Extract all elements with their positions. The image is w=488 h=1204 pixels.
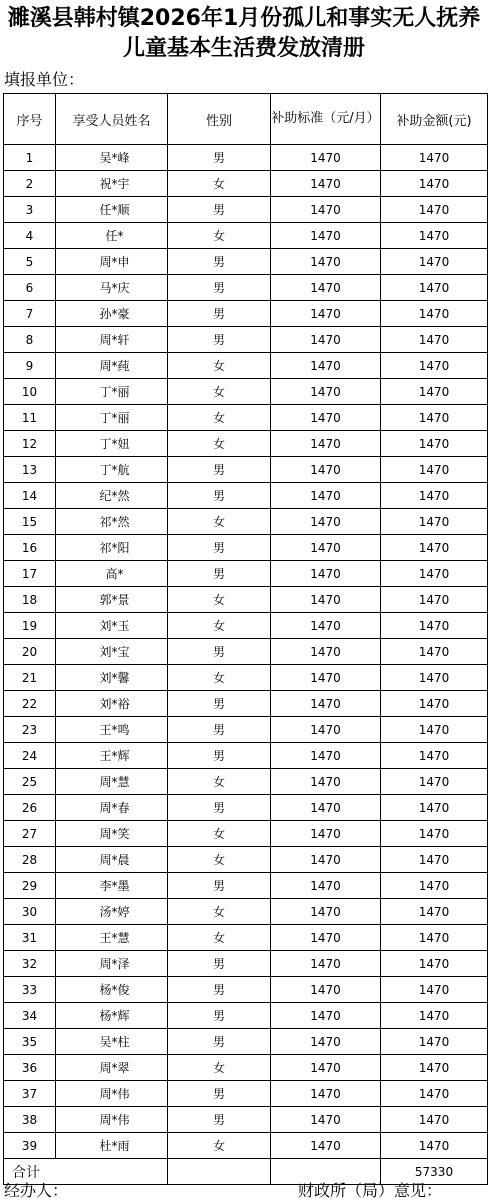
recipient-name-cell: 任* xyxy=(56,223,168,249)
gender-cell: 女 xyxy=(168,847,271,873)
table-row xyxy=(4,613,488,639)
recipient-name-cell: 王*鸣 xyxy=(56,717,168,743)
subsidy-amount-cell: 1470 xyxy=(381,977,488,1003)
subsidy-amount-cell: 1470 xyxy=(381,327,488,353)
gender-cell: 男 xyxy=(168,327,271,353)
gender-cell: 男 xyxy=(168,301,271,327)
recipient-name-cell: 周*春 xyxy=(56,795,168,821)
subsidy-standard-cell: 1470 xyxy=(271,899,381,925)
gender-cell: 男 xyxy=(168,691,271,717)
gender-cell: 男 xyxy=(168,145,271,171)
serial-no-cell: 30 xyxy=(4,899,56,925)
serial-no-cell: 11 xyxy=(4,405,56,431)
subsidy-standard-cell: 1470 xyxy=(271,665,381,691)
recipient-name-cell: 任*顺 xyxy=(56,197,168,223)
subsidy-amount-cell: 1470 xyxy=(381,535,488,561)
recipient-name-cell: 祁*然 xyxy=(56,509,168,535)
table-row xyxy=(4,327,488,353)
recipient-name-cell: 丁*丽 xyxy=(56,405,168,431)
recipient-name-cell: 刘*裕 xyxy=(56,691,168,717)
subsidy-standard-cell: 1470 xyxy=(271,353,381,379)
gender-cell: 女 xyxy=(168,509,271,535)
subsidy-amount-cell: 1470 xyxy=(381,1029,488,1055)
gender-cell: 男 xyxy=(168,639,271,665)
subsidy-standard-cell: 1470 xyxy=(271,873,381,899)
recipient-name-cell: 孙*豪 xyxy=(56,301,168,327)
recipient-name-cell: 周*笑 xyxy=(56,821,168,847)
serial-no-cell: 9 xyxy=(4,353,56,379)
serial-no-cell: 6 xyxy=(4,275,56,301)
subsidy-amount-cell: 1470 xyxy=(381,873,488,899)
table-row xyxy=(4,405,488,431)
subsidy-amount-cell: 1470 xyxy=(381,249,488,275)
subsidy-standard-cell: 1470 xyxy=(271,717,381,743)
subsidy-amount-cell: 1470 xyxy=(381,925,488,951)
table-header-row xyxy=(4,94,488,145)
serial-no-cell: 29 xyxy=(4,873,56,899)
subsidy-amount-cell: 1470 xyxy=(381,483,488,509)
serial-no-cell: 10 xyxy=(4,379,56,405)
table-row xyxy=(4,509,488,535)
gender-cell: 男 xyxy=(168,743,271,769)
serial-no-cell: 8 xyxy=(4,327,56,353)
subsidy-standard-cell: 1470 xyxy=(271,249,381,275)
subsidy-standard-cell: 1470 xyxy=(271,1081,381,1107)
gender-cell: 女 xyxy=(168,587,271,613)
subsidy-standard-cell: 1470 xyxy=(271,1133,381,1159)
recipient-name-cell: 杨*辉 xyxy=(56,1003,168,1029)
subsidy-standard-cell: 1470 xyxy=(271,197,381,223)
subsidy-amount-cell: 1470 xyxy=(381,587,488,613)
subsidy-standard-cell: 1470 xyxy=(271,1055,381,1081)
serial-no-cell: 27 xyxy=(4,821,56,847)
recipient-name-cell: 周*莼 xyxy=(56,353,168,379)
gender-cell: 男 xyxy=(168,1029,271,1055)
subsidy-amount-cell: 1470 xyxy=(381,145,488,171)
table-row xyxy=(4,301,488,327)
gender-cell: 女 xyxy=(168,821,271,847)
subsidy-amount-cell: 1470 xyxy=(381,1055,488,1081)
table-row xyxy=(4,483,488,509)
gender-cell: 女 xyxy=(168,613,271,639)
gender-cell: 女 xyxy=(168,353,271,379)
table-row xyxy=(4,353,488,379)
subsidy-standard-cell: 1470 xyxy=(271,951,381,977)
gender-cell: 女 xyxy=(168,431,271,457)
gender-cell: 男 xyxy=(168,873,271,899)
recipient-name-cell: 周*申 xyxy=(56,249,168,275)
recipient-name-cell: 周*伟 xyxy=(56,1081,168,1107)
table-row xyxy=(4,1107,488,1133)
gender-cell: 女 xyxy=(168,665,271,691)
serial-no-cell: 22 xyxy=(4,691,56,717)
subsidy-amount-cell: 1470 xyxy=(381,197,488,223)
recipient-name-cell: 杜*雨 xyxy=(56,1133,168,1159)
subsidy-amount-cell: 1470 xyxy=(381,1081,488,1107)
gender-cell: 男 xyxy=(168,951,271,977)
subsidy-standard-cell: 1470 xyxy=(271,405,381,431)
recipient-name-cell: 马*庆 xyxy=(56,275,168,301)
subsidy-amount-cell: 1470 xyxy=(381,561,488,587)
document-title xyxy=(0,4,488,64)
recipient-name-cell: 丁*航 xyxy=(56,457,168,483)
table-row xyxy=(4,873,488,899)
serial-no-cell: 2 xyxy=(4,171,56,197)
subsidy-amount-cell: 1470 xyxy=(381,951,488,977)
table-row xyxy=(4,145,488,171)
subsidy-standard-cell: 1470 xyxy=(271,1029,381,1055)
recipient-name-cell: 丁*丽 xyxy=(56,379,168,405)
subsidy-standard-cell: 1470 xyxy=(271,769,381,795)
gender-cell: 男 xyxy=(168,795,271,821)
finance-opinion-label: 财政所（局）意见： xyxy=(298,1181,443,1200)
recipient-name-cell: 丁*妞 xyxy=(56,431,168,457)
table-body xyxy=(4,145,488,1159)
subsidy-amount-cell: 1470 xyxy=(381,457,488,483)
table-row xyxy=(4,223,488,249)
serial-no-cell: 39 xyxy=(4,1133,56,1159)
subsidy-amount-cell: 1470 xyxy=(381,431,488,457)
gender-cell: 男 xyxy=(168,1081,271,1107)
payment-roster-table xyxy=(3,93,488,1185)
subsidy-standard-cell: 1470 xyxy=(271,535,381,561)
subsidy-amount-cell: 1470 xyxy=(381,821,488,847)
subsidy-amount-cell: 1470 xyxy=(381,1003,488,1029)
table-row xyxy=(4,457,488,483)
title-line-1: 濉溪县韩村镇2026年1月份孤儿和事实无人抚养 xyxy=(7,6,481,31)
subsidy-amount-cell: 1470 xyxy=(381,795,488,821)
table-row xyxy=(4,665,488,691)
subsidy-amount-cell: 1470 xyxy=(381,1133,488,1159)
serial-no-cell: 7 xyxy=(4,301,56,327)
table-row xyxy=(4,379,488,405)
subsidy-standard-cell: 1470 xyxy=(271,847,381,873)
gender-cell: 女 xyxy=(168,1055,271,1081)
serial-no-cell: 3 xyxy=(4,197,56,223)
gender-cell: 男 xyxy=(168,977,271,1003)
total-label: 合计 xyxy=(4,1159,168,1185)
table-row xyxy=(4,847,488,873)
table-row xyxy=(4,431,488,457)
recipient-name-cell: 祝*宇 xyxy=(56,171,168,197)
recipient-name-cell: 祁*阳 xyxy=(56,535,168,561)
gender-cell: 女 xyxy=(168,899,271,925)
serial-no-cell: 33 xyxy=(4,977,56,1003)
recipient-name-cell: 周*晨 xyxy=(56,847,168,873)
table-row xyxy=(4,535,488,561)
recipient-name-cell: 纪*然 xyxy=(56,483,168,509)
recipient-name-cell: 杨*俊 xyxy=(56,977,168,1003)
table-row xyxy=(4,1055,488,1081)
serial-no-cell: 5 xyxy=(4,249,56,275)
recipient-name-cell: 郭*景 xyxy=(56,587,168,613)
subsidy-standard-cell: 1470 xyxy=(271,925,381,951)
subsidy-standard-cell: 1470 xyxy=(271,795,381,821)
gender-cell: 女 xyxy=(168,405,271,431)
total-amount: 57330 xyxy=(381,1159,488,1185)
serial-no-cell: 25 xyxy=(4,769,56,795)
table-row xyxy=(4,1081,488,1107)
subsidy-amount-cell: 1470 xyxy=(381,509,488,535)
subsidy-amount-cell: 1470 xyxy=(381,847,488,873)
serial-no-cell: 4 xyxy=(4,223,56,249)
serial-no-cell: 31 xyxy=(4,925,56,951)
table-row xyxy=(4,1003,488,1029)
serial-no-cell: 28 xyxy=(4,847,56,873)
subsidy-amount-cell: 1470 xyxy=(381,405,488,431)
table-row xyxy=(4,717,488,743)
recipient-name-cell: 刘*玉 xyxy=(56,613,168,639)
subsidy-standard-cell: 1470 xyxy=(271,431,381,457)
header-subsidy-amount: 补助金额(元) xyxy=(381,94,488,145)
table-row xyxy=(4,197,488,223)
table-row xyxy=(4,899,488,925)
header-subsidy-standard: 补助标准（元/月） xyxy=(271,94,381,145)
subsidy-amount-cell: 1470 xyxy=(381,379,488,405)
serial-no-cell: 16 xyxy=(4,535,56,561)
serial-no-cell: 20 xyxy=(4,639,56,665)
table-row xyxy=(4,977,488,1003)
gender-cell: 男 xyxy=(168,197,271,223)
handler-label: 经办人： xyxy=(4,1181,69,1200)
serial-no-cell: 18 xyxy=(4,587,56,613)
subsidy-standard-cell: 1470 xyxy=(271,171,381,197)
subsidy-amount-cell: 1470 xyxy=(381,301,488,327)
gender-cell: 男 xyxy=(168,535,271,561)
serial-no-cell: 1 xyxy=(4,145,56,171)
subsidy-amount-cell: 1470 xyxy=(381,613,488,639)
serial-no-cell: 21 xyxy=(4,665,56,691)
header-recipient-name: 享受人员姓名 xyxy=(56,94,168,145)
subsidy-amount-cell: 1470 xyxy=(381,665,488,691)
gender-cell: 男 xyxy=(168,457,271,483)
serial-no-cell: 26 xyxy=(4,795,56,821)
serial-no-cell: 32 xyxy=(4,951,56,977)
subsidy-standard-cell: 1470 xyxy=(271,379,381,405)
gender-cell: 女 xyxy=(168,171,271,197)
subsidy-standard-cell: 1470 xyxy=(271,613,381,639)
table-row xyxy=(4,821,488,847)
subsidy-standard-cell: 1470 xyxy=(271,1107,381,1133)
serial-no-cell: 14 xyxy=(4,483,56,509)
subsidy-amount-cell: 1470 xyxy=(381,171,488,197)
serial-no-cell: 37 xyxy=(4,1081,56,1107)
table-row xyxy=(4,275,488,301)
subsidy-amount-cell: 1470 xyxy=(381,639,488,665)
table-row xyxy=(4,249,488,275)
table-row xyxy=(4,1029,488,1055)
table-row xyxy=(4,587,488,613)
serial-no-cell: 34 xyxy=(4,1003,56,1029)
table-row xyxy=(4,795,488,821)
recipient-name-cell: 周*泽 xyxy=(56,951,168,977)
gender-cell: 男 xyxy=(168,249,271,275)
header-gender: 性别 xyxy=(168,94,271,145)
table-row xyxy=(4,1133,488,1159)
reporting-unit-label: 填报单位： xyxy=(4,70,85,89)
recipient-name-cell: 周*轩 xyxy=(56,327,168,353)
subsidy-standard-cell: 1470 xyxy=(271,223,381,249)
header-serial-no: 序号 xyxy=(4,94,56,145)
table-row xyxy=(4,743,488,769)
subsidy-standard-cell: 1470 xyxy=(271,743,381,769)
serial-no-cell: 38 xyxy=(4,1107,56,1133)
recipient-name-cell: 汤*婷 xyxy=(56,899,168,925)
recipient-name-cell: 周*慧 xyxy=(56,769,168,795)
serial-no-cell: 24 xyxy=(4,743,56,769)
subsidy-standard-cell: 1470 xyxy=(271,587,381,613)
subsidy-standard-cell: 1470 xyxy=(271,275,381,301)
table-row xyxy=(4,691,488,717)
title-line-2: 儿童基本生活费发放清册 xyxy=(122,36,365,61)
subsidy-standard-cell: 1470 xyxy=(271,977,381,1003)
gender-cell: 女 xyxy=(168,1133,271,1159)
subsidy-standard-cell: 1470 xyxy=(271,327,381,353)
subsidy-standard-cell: 1470 xyxy=(271,457,381,483)
gender-cell: 男 xyxy=(168,275,271,301)
gender-cell: 女 xyxy=(168,223,271,249)
serial-no-cell: 12 xyxy=(4,431,56,457)
subsidy-standard-cell: 1470 xyxy=(271,561,381,587)
gender-cell: 男 xyxy=(168,1003,271,1029)
subsidy-amount-cell: 1470 xyxy=(381,899,488,925)
gender-cell: 男 xyxy=(168,1107,271,1133)
subsidy-amount-cell: 1470 xyxy=(381,275,488,301)
subsidy-amount-cell: 1470 xyxy=(381,743,488,769)
recipient-name-cell: 吴*柱 xyxy=(56,1029,168,1055)
gender-cell: 女 xyxy=(168,925,271,951)
table-row xyxy=(4,951,488,977)
total-gender-cell xyxy=(168,1159,271,1185)
subsidy-standard-cell: 1470 xyxy=(271,1003,381,1029)
subsidy-standard-cell: 1470 xyxy=(271,145,381,171)
recipient-name-cell: 周*伟 xyxy=(56,1107,168,1133)
subsidy-standard-cell: 1470 xyxy=(271,639,381,665)
recipient-name-cell: 周*翠 xyxy=(56,1055,168,1081)
subsidy-amount-cell: 1470 xyxy=(381,769,488,795)
subsidy-amount-cell: 1470 xyxy=(381,1107,488,1133)
subsidy-standard-cell: 1470 xyxy=(271,301,381,327)
gender-cell: 男 xyxy=(168,561,271,587)
recipient-name-cell: 高* xyxy=(56,561,168,587)
table-row xyxy=(4,925,488,951)
subsidy-standard-cell: 1470 xyxy=(271,691,381,717)
subsidy-standard-cell: 1470 xyxy=(271,821,381,847)
subsidy-standard-cell: 1470 xyxy=(271,483,381,509)
gender-cell: 女 xyxy=(168,379,271,405)
serial-no-cell: 35 xyxy=(4,1029,56,1055)
recipient-name-cell: 李*墨 xyxy=(56,873,168,899)
recipient-name-cell: 刘*馨 xyxy=(56,665,168,691)
recipient-name-cell: 刘*宝 xyxy=(56,639,168,665)
serial-no-cell: 17 xyxy=(4,561,56,587)
table-row xyxy=(4,171,488,197)
gender-cell: 女 xyxy=(168,769,271,795)
subsidy-amount-cell: 1470 xyxy=(381,717,488,743)
gender-cell: 男 xyxy=(168,483,271,509)
subsidy-amount-cell: 1470 xyxy=(381,223,488,249)
serial-no-cell: 13 xyxy=(4,457,56,483)
serial-no-cell: 36 xyxy=(4,1055,56,1081)
subsidy-standard-cell: 1470 xyxy=(271,509,381,535)
table-row xyxy=(4,639,488,665)
table-row xyxy=(4,769,488,795)
serial-no-cell: 19 xyxy=(4,613,56,639)
subsidy-amount-cell: 1470 xyxy=(381,353,488,379)
recipient-name-cell: 王*辉 xyxy=(56,743,168,769)
gender-cell: 男 xyxy=(168,717,271,743)
recipient-name-cell: 王*慧 xyxy=(56,925,168,951)
table-row xyxy=(4,561,488,587)
subsidy-amount-cell: 1470 xyxy=(381,691,488,717)
recipient-name-cell: 吴*峰 xyxy=(56,145,168,171)
serial-no-cell: 15 xyxy=(4,509,56,535)
serial-no-cell: 23 xyxy=(4,717,56,743)
